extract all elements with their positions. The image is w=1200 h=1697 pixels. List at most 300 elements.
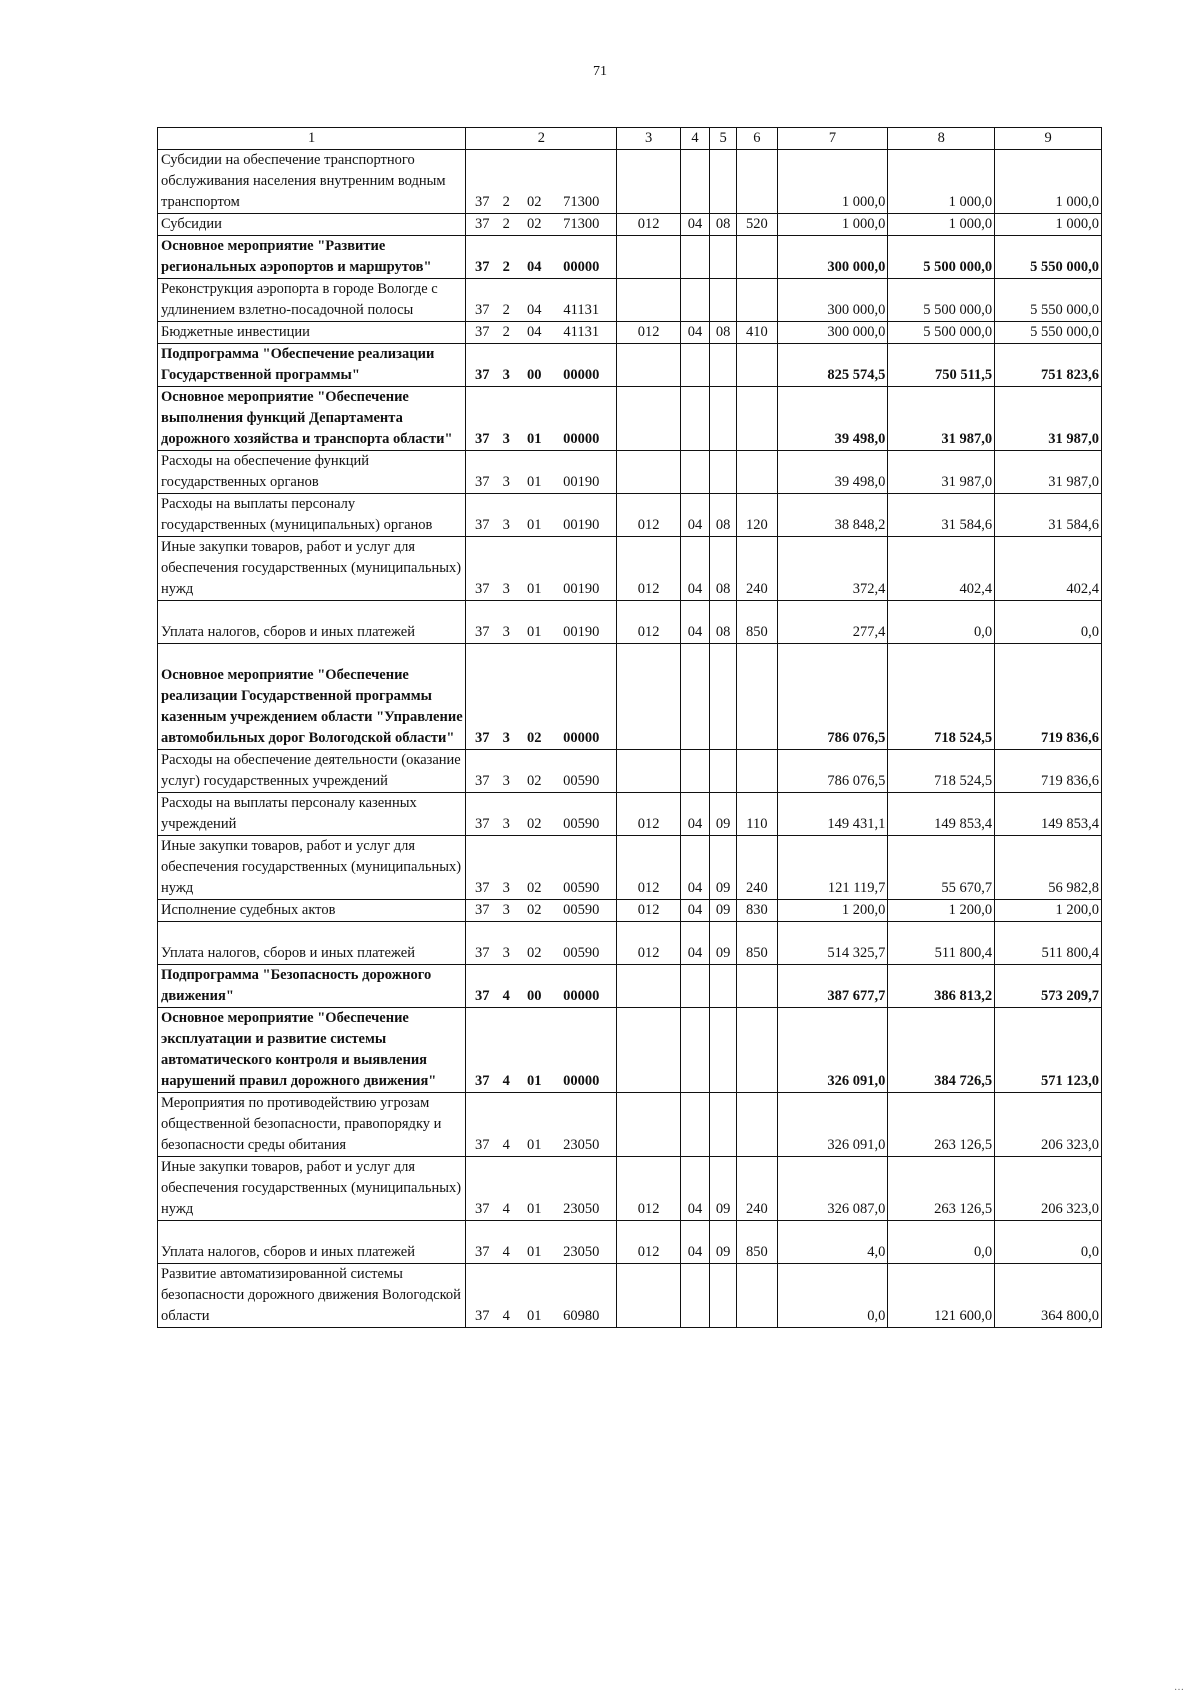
row-value-7: 326 087,0 [777, 1157, 888, 1221]
header-cell-1: 1 [158, 128, 466, 150]
code-part: 3 [502, 880, 510, 896]
code-part: 4 [502, 1244, 510, 1260]
code-part: 37 [475, 302, 490, 318]
row-col-4 [680, 236, 709, 279]
code-part: 00000 [563, 259, 600, 275]
row-col-3 [617, 387, 680, 451]
code-grid [468, 515, 614, 536]
code-part: 37 [475, 730, 490, 746]
code-part: 02 [527, 816, 542, 832]
row-col-4: 04 [680, 900, 709, 922]
header-cell-2: 2 [466, 128, 617, 150]
header-cell-5: 5 [710, 128, 737, 150]
row-code [466, 836, 617, 900]
page-number: 71 [593, 64, 607, 79]
code-grid [468, 622, 614, 643]
code-part: 37 [475, 1201, 490, 1217]
table-row [158, 322, 1102, 344]
code-grid [468, 814, 614, 835]
row-name: Уплата налогов, сборов и иных платежей [158, 922, 466, 965]
row-code [466, 965, 617, 1008]
row-code [466, 236, 617, 279]
row-col-3 [617, 644, 680, 750]
table-row [158, 644, 1102, 750]
row-code [466, 1221, 617, 1264]
row-value-9: 206 323,0 [995, 1157, 1102, 1221]
row-name: Расходы на выплаты персоналу государственных (муниципальных) органов [158, 494, 466, 537]
row-value-7: 277,4 [777, 601, 888, 644]
code-part: 01 [527, 1073, 542, 1089]
row-code [466, 494, 617, 537]
row-col-6 [737, 644, 777, 750]
row-value-9: 31 584,6 [995, 494, 1102, 537]
row-col-6 [737, 965, 777, 1008]
code-grid [468, 1306, 614, 1327]
row-col-4: 04 [680, 793, 709, 836]
code-part: 01 [527, 1244, 542, 1260]
row-value-7: 121 119,7 [777, 836, 888, 900]
row-col-5 [710, 387, 737, 451]
row-value-9: 719 836,6 [995, 644, 1102, 750]
row-value-9: 402,4 [995, 537, 1102, 601]
budget-table [157, 127, 1102, 1328]
code-part: 00000 [563, 1073, 600, 1089]
row-name: Субсидии на обеспечение транспортного обслуживания населения внутренним водным транспортом [158, 150, 466, 214]
code-part: 04 [527, 259, 542, 275]
row-value-8: 121 600,0 [888, 1264, 995, 1328]
code-part: 00000 [563, 431, 600, 447]
code-part: 3 [502, 730, 510, 746]
row-code [466, 451, 617, 494]
table-row [158, 279, 1102, 322]
row-value-8: 5 500 000,0 [888, 279, 995, 322]
row-value-8: 31 987,0 [888, 387, 995, 451]
code-part: 3 [502, 517, 510, 533]
code-part: 37 [475, 517, 490, 533]
row-code [466, 537, 617, 601]
row-value-8: 402,4 [888, 537, 995, 601]
row-col-3: 012 [617, 601, 680, 644]
row-name: Иные закупки товаров, работ и услуг для обеспечения государственных (муниципальных) нужд [158, 836, 466, 900]
code-part: 3 [502, 581, 510, 597]
row-value-8: 384 726,5 [888, 1008, 995, 1093]
code-part: 00590 [563, 945, 600, 961]
row-col-5 [710, 965, 737, 1008]
code-part: 37 [475, 988, 490, 1004]
table-row [158, 1264, 1102, 1328]
table-row [158, 965, 1102, 1008]
row-value-9: 31 987,0 [995, 387, 1102, 451]
code-part: 37 [475, 773, 490, 789]
row-code [466, 922, 617, 965]
code-part: 3 [502, 624, 510, 640]
code-grid [468, 986, 614, 1007]
row-value-7: 149 431,1 [777, 793, 888, 836]
code-part: 02 [527, 773, 542, 789]
code-part: 37 [475, 1073, 490, 1089]
row-value-8: 1 000,0 [888, 150, 995, 214]
row-col-4: 04 [680, 1157, 709, 1221]
row-value-8: 263 126,5 [888, 1093, 995, 1157]
row-col-6: 850 [737, 601, 777, 644]
code-grid [468, 943, 614, 964]
row-name: Основное мероприятие "Развитие региональных аэропортов и маршрутов" [158, 236, 466, 279]
code-grid [468, 300, 614, 321]
code-part: 01 [527, 1137, 542, 1153]
row-code [466, 1157, 617, 1221]
row-col-5: 09 [710, 1157, 737, 1221]
row-value-7: 300 000,0 [777, 279, 888, 322]
row-value-7: 0,0 [777, 1264, 888, 1328]
row-value-8: 5 500 000,0 [888, 236, 995, 279]
row-value-8: 511 800,4 [888, 922, 995, 965]
header-row [158, 128, 1102, 150]
code-part: 00590 [563, 816, 600, 832]
code-part: 2 [502, 216, 510, 232]
code-part: 00000 [563, 730, 600, 746]
code-part: 01 [527, 431, 542, 447]
table-row [158, 750, 1102, 793]
code-part: 4 [502, 1201, 510, 1217]
code-part: 02 [527, 216, 542, 232]
row-name: Основное мероприятие "Обеспечение выполнения функций Департамента дорожного хозяйства и транспорта области" [158, 387, 466, 451]
code-part: 02 [527, 194, 542, 210]
row-col-5: 09 [710, 1221, 737, 1264]
row-col-4: 04 [680, 494, 709, 537]
code-part: 00190 [563, 474, 600, 490]
row-col-4 [680, 1008, 709, 1093]
code-part: 37 [475, 324, 490, 340]
row-name: Расходы на выплаты персоналу казенных учреждений [158, 793, 466, 836]
code-part: 02 [527, 902, 542, 918]
table-row [158, 236, 1102, 279]
row-col-5 [710, 1008, 737, 1093]
row-value-7: 372,4 [777, 537, 888, 601]
code-grid [468, 579, 614, 600]
row-col-5: 08 [710, 322, 737, 344]
table-row [158, 1093, 1102, 1157]
row-value-9: 5 550 000,0 [995, 236, 1102, 279]
row-value-9: 511 800,4 [995, 922, 1102, 965]
code-part: 00190 [563, 581, 600, 597]
row-code [466, 279, 617, 322]
row-value-7: 1 000,0 [777, 214, 888, 236]
row-name: Уплата налогов, сборов и иных платежей [158, 601, 466, 644]
row-code [466, 1264, 617, 1328]
code-part: 00590 [563, 773, 600, 789]
row-col-3: 012 [617, 494, 680, 537]
row-col-6 [737, 1264, 777, 1328]
row-value-9: 571 123,0 [995, 1008, 1102, 1093]
row-value-7: 387 677,7 [777, 965, 888, 1008]
row-col-4 [680, 1093, 709, 1157]
code-part: 37 [475, 367, 490, 383]
code-part: 4 [502, 1073, 510, 1089]
row-name: Реконструкция аэропорта в городе Вологде с удлинением взлетно-посадочной полосы [158, 279, 466, 322]
row-value-7: 300 000,0 [777, 322, 888, 344]
code-part: 41131 [563, 324, 600, 340]
row-col-4 [680, 344, 709, 387]
row-value-9: 0,0 [995, 1221, 1102, 1264]
code-part: 37 [475, 216, 490, 232]
code-grid [468, 214, 614, 235]
row-col-6 [737, 279, 777, 322]
code-part: 01 [527, 1308, 542, 1324]
code-part: 01 [527, 517, 542, 533]
row-col-6: 240 [737, 537, 777, 601]
row-col-6: 240 [737, 836, 777, 900]
row-value-8: 0,0 [888, 1221, 995, 1264]
row-value-8: 1 000,0 [888, 214, 995, 236]
code-part: 02 [527, 730, 542, 746]
code-part: 3 [502, 431, 510, 447]
row-value-9: 149 853,4 [995, 793, 1102, 836]
code-grid [468, 900, 614, 921]
row-name: Уплата налогов, сборов и иных платежей [158, 1221, 466, 1264]
row-col-6: 110 [737, 793, 777, 836]
row-col-5 [710, 279, 737, 322]
table-row [158, 150, 1102, 214]
row-col-3: 012 [617, 322, 680, 344]
row-name: Основное мероприятие "Обеспечение эксплуатации и развитие системы автоматического контроля и выявления нарушений правил дорожного движения" [158, 1008, 466, 1093]
code-part: 37 [475, 902, 490, 918]
table-row [158, 1157, 1102, 1221]
row-code [466, 601, 617, 644]
code-grid [468, 1135, 614, 1156]
header-cell-3: 3 [617, 128, 680, 150]
row-value-9: 364 800,0 [995, 1264, 1102, 1328]
row-value-7: 786 076,5 [777, 750, 888, 793]
row-code [466, 344, 617, 387]
row-col-5: 09 [710, 922, 737, 965]
row-col-5: 09 [710, 793, 737, 836]
code-part: 71300 [563, 216, 600, 232]
row-code [466, 1093, 617, 1157]
code-grid [468, 322, 614, 343]
code-part: 41131 [563, 302, 600, 318]
row-col-3: 012 [617, 900, 680, 922]
code-part: 00000 [563, 367, 600, 383]
row-col-3 [617, 750, 680, 793]
row-name: Расходы на обеспечение деятельности (оказание услуг) государственных учреждений [158, 750, 466, 793]
row-col-4: 04 [680, 537, 709, 601]
code-part: 01 [527, 1201, 542, 1217]
row-value-7: 1 000,0 [777, 150, 888, 214]
code-grid [468, 1242, 614, 1263]
row-value-9: 1 000,0 [995, 150, 1102, 214]
code-part: 37 [475, 624, 490, 640]
row-code [466, 214, 617, 236]
code-part: 00590 [563, 880, 600, 896]
row-col-5 [710, 344, 737, 387]
row-col-5: 08 [710, 601, 737, 644]
row-col-6: 520 [737, 214, 777, 236]
row-value-9: 56 982,8 [995, 836, 1102, 900]
row-col-6 [737, 451, 777, 494]
row-value-7: 825 574,5 [777, 344, 888, 387]
header-cell-7: 7 [777, 128, 888, 150]
table-row [158, 922, 1102, 965]
row-col-5: 08 [710, 537, 737, 601]
row-col-3 [617, 451, 680, 494]
row-value-8: 31 987,0 [888, 451, 995, 494]
row-code [466, 387, 617, 451]
code-part: 4 [502, 1137, 510, 1153]
row-value-8: 386 813,2 [888, 965, 995, 1008]
row-name: Подпрограмма "Безопасность дорожного движения" [158, 965, 466, 1008]
row-col-5 [710, 1093, 737, 1157]
code-part: 4 [502, 988, 510, 1004]
table-row [158, 387, 1102, 451]
row-col-6 [737, 344, 777, 387]
row-col-3 [617, 965, 680, 1008]
row-col-4 [680, 279, 709, 322]
code-part: 37 [475, 1137, 490, 1153]
row-value-9: 5 550 000,0 [995, 322, 1102, 344]
row-value-7: 326 091,0 [777, 1008, 888, 1093]
code-part: 01 [527, 474, 542, 490]
row-col-5 [710, 1264, 737, 1328]
row-name: Субсидии [158, 214, 466, 236]
code-part: 37 [475, 474, 490, 490]
row-col-6: 850 [737, 1221, 777, 1264]
row-value-8: 718 524,5 [888, 750, 995, 793]
row-col-3: 012 [617, 214, 680, 236]
code-part: 37 [475, 194, 490, 210]
table-row [158, 214, 1102, 236]
row-col-6 [737, 1093, 777, 1157]
row-name: Расходы на обеспечение функций государственных органов [158, 451, 466, 494]
row-col-3 [617, 1008, 680, 1093]
row-col-6: 830 [737, 900, 777, 922]
code-part: 60980 [563, 1308, 600, 1324]
row-col-5 [710, 644, 737, 750]
row-value-7: 514 325,7 [777, 922, 888, 965]
code-part: 3 [502, 773, 510, 789]
code-part: 71300 [563, 194, 600, 210]
code-part: 23050 [563, 1244, 600, 1260]
table-row [158, 1008, 1102, 1093]
row-value-7: 300 000,0 [777, 236, 888, 279]
row-code [466, 150, 617, 214]
code-grid [468, 365, 614, 386]
row-col-4 [680, 750, 709, 793]
row-col-4 [680, 644, 709, 750]
row-value-9: 31 987,0 [995, 451, 1102, 494]
code-part: 37 [475, 945, 490, 961]
code-part: 2 [502, 194, 510, 210]
row-col-6: 240 [737, 1157, 777, 1221]
row-value-7: 39 498,0 [777, 387, 888, 451]
row-col-4: 04 [680, 1221, 709, 1264]
row-col-3: 012 [617, 1221, 680, 1264]
code-part: 3 [502, 367, 510, 383]
code-grid [468, 429, 614, 450]
code-grid [468, 192, 614, 213]
code-part: 00190 [563, 517, 600, 533]
code-part: 37 [475, 1244, 490, 1260]
row-col-4 [680, 150, 709, 214]
code-part: 23050 [563, 1137, 600, 1153]
code-part: 2 [502, 324, 510, 340]
code-part: 01 [527, 624, 542, 640]
row-col-5 [710, 750, 737, 793]
row-col-4: 04 [680, 922, 709, 965]
row-col-6 [737, 150, 777, 214]
row-code [466, 1008, 617, 1093]
row-col-3 [617, 1264, 680, 1328]
code-part: 37 [475, 880, 490, 896]
row-name: Подпрограмма "Обеспечение реализации Государственной программы" [158, 344, 466, 387]
row-value-8: 5 500 000,0 [888, 322, 995, 344]
row-name: Мероприятия по противодействию угрозам общественной безопасности, правопорядку и безопасности среды обитания [158, 1093, 466, 1157]
code-grid [468, 472, 614, 493]
row-col-3 [617, 236, 680, 279]
row-col-3 [617, 344, 680, 387]
row-name: Основное мероприятие "Обеспечение реализации Государственной программы казенным учреждением области "Управление автомобильных дорог Вологодской области" [158, 644, 466, 750]
row-col-5 [710, 236, 737, 279]
row-col-6 [737, 1008, 777, 1093]
row-name: Исполнение судебных актов [158, 900, 466, 922]
table-row [158, 900, 1102, 922]
row-value-7: 38 848,2 [777, 494, 888, 537]
row-col-3: 012 [617, 922, 680, 965]
code-part: 3 [502, 474, 510, 490]
row-value-9: 1 200,0 [995, 900, 1102, 922]
row-value-8: 263 126,5 [888, 1157, 995, 1221]
code-part: 04 [527, 324, 542, 340]
table-row [158, 793, 1102, 836]
code-part: 3 [502, 945, 510, 961]
code-part: 37 [475, 581, 490, 597]
table-row [158, 494, 1102, 537]
code-part: 2 [502, 302, 510, 318]
table-row [158, 451, 1102, 494]
row-col-5: 09 [710, 900, 737, 922]
row-col-5 [710, 150, 737, 214]
row-value-8: 0,0 [888, 601, 995, 644]
row-col-4 [680, 965, 709, 1008]
code-part: 37 [475, 259, 490, 275]
code-part: 00000 [563, 988, 600, 1004]
code-part: 37 [475, 431, 490, 447]
header-cell-9: 9 [995, 128, 1102, 150]
code-part: 02 [527, 945, 542, 961]
row-value-9: 1 000,0 [995, 214, 1102, 236]
row-value-9: 206 323,0 [995, 1093, 1102, 1157]
row-value-7: 4,0 [777, 1221, 888, 1264]
row-value-7: 1 200,0 [777, 900, 888, 922]
row-col-4 [680, 387, 709, 451]
row-code [466, 793, 617, 836]
row-code [466, 900, 617, 922]
row-col-3: 012 [617, 836, 680, 900]
code-part: 2 [502, 259, 510, 275]
row-col-6: 410 [737, 322, 777, 344]
code-part: 00590 [563, 902, 600, 918]
row-col-4: 04 [680, 836, 709, 900]
row-value-8: 31 584,6 [888, 494, 995, 537]
code-part: 37 [475, 816, 490, 832]
row-name: Развитие автоматизированной системы безопасности дорожного движения Вологодской области [158, 1264, 466, 1328]
row-value-9: 0,0 [995, 601, 1102, 644]
table-row [158, 836, 1102, 900]
row-col-5: 09 [710, 836, 737, 900]
row-value-8: 750 511,5 [888, 344, 995, 387]
code-grid [468, 257, 614, 278]
code-grid [468, 878, 614, 899]
row-value-8: 1 200,0 [888, 900, 995, 922]
